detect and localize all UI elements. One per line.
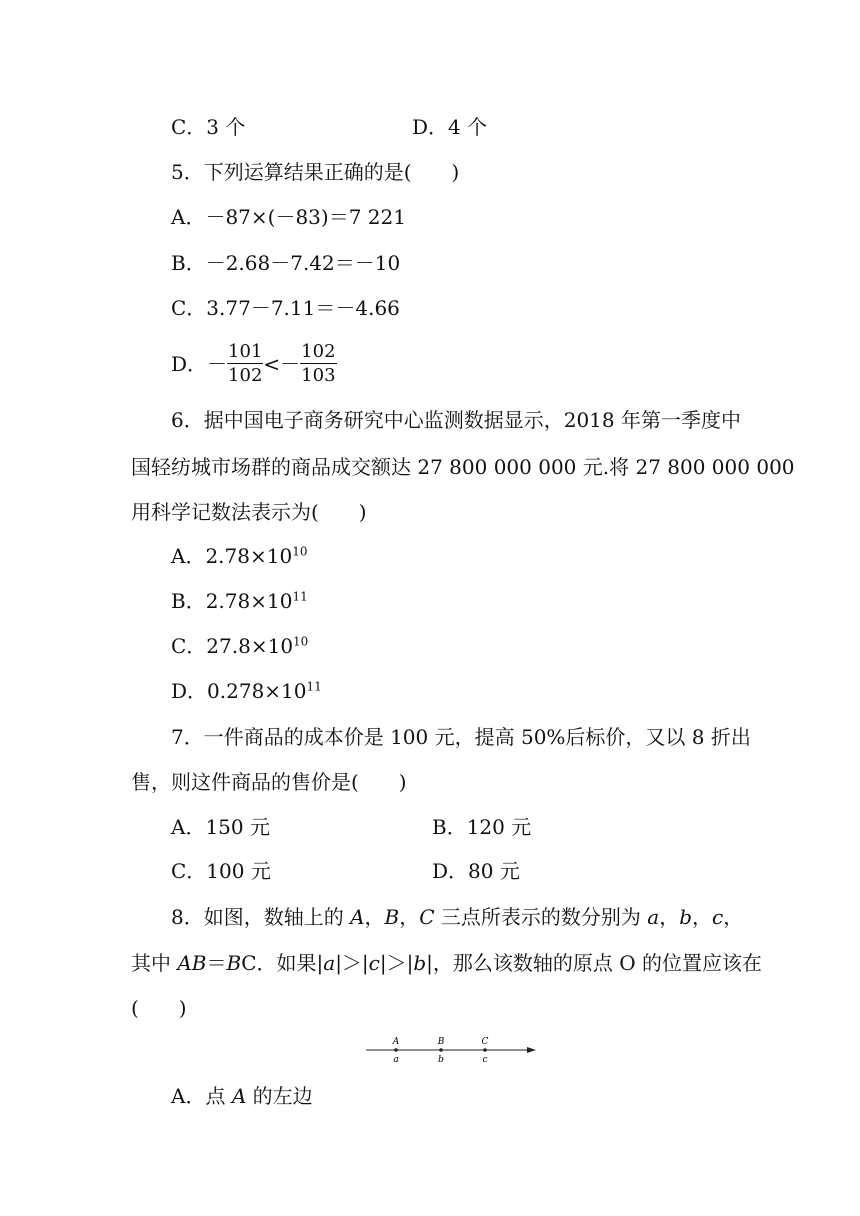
text: ， (659, 905, 680, 929)
point-a-label: A (350, 905, 365, 929)
text: 其中 (131, 951, 178, 975)
text: |＞| (379, 951, 414, 975)
q5-option-d-compare: <－ (263, 351, 301, 376)
point-label-a: A (392, 1037, 400, 1047)
variable-b: b (679, 905, 693, 929)
q4-option-d: D．4 个 (412, 115, 488, 139)
q5-stem: 5．下列运算结果正确的是( ) (171, 160, 460, 184)
variable-b: b (413, 951, 427, 975)
q6-option-b-base: B．2.78×10 (171, 589, 293, 613)
value-label-b: b (438, 1055, 444, 1065)
value-label-c: c (482, 1055, 488, 1065)
variable-a: a (323, 951, 336, 975)
fraction-denominator: 102 (228, 364, 263, 386)
exponent: 11 (292, 589, 308, 604)
point-a-dot (394, 1048, 398, 1052)
q5-option-d (171, 342, 337, 386)
q6-option-c (171, 636, 308, 656)
q7-option-a: A．150 元 (171, 815, 270, 839)
value-label-a: a (393, 1055, 399, 1065)
q5-option-c: C．3.77－7.11＝－4.66 (171, 296, 400, 320)
exponent: 10 (292, 544, 308, 559)
q8-stem-line-2 (131, 953, 762, 973)
fraction-denominator: 103 (301, 364, 336, 386)
text: |，那么该数轴的原点 O 的位置应该在 (426, 951, 763, 975)
text: ， (692, 905, 713, 929)
q6-option-d-base: D．0.278×10 (171, 679, 307, 703)
q5-option-a: A．－87×(－83)＝7 221 (171, 205, 406, 229)
q7-option-c: C．100 元 (171, 859, 271, 883)
text: ， (723, 905, 744, 929)
fraction-101-102 (227, 342, 263, 386)
fraction-numerator: 101 (228, 341, 263, 362)
point-label-c: C (481, 1037, 489, 1047)
point-b-label: B (384, 905, 400, 929)
q6-option-d (171, 681, 322, 701)
point-c-label: C (419, 905, 435, 929)
variable-c: c (712, 905, 724, 929)
q6-option-b (171, 591, 308, 611)
q5-option-b: B．－2.68－7.42＝－10 (171, 251, 401, 275)
q6-option-a-base: A．2.78×10 (171, 544, 293, 568)
point-c-dot (483, 1048, 487, 1052)
q5-option-d-prefix: D．－ (171, 351, 228, 376)
text: C．如果| (241, 951, 324, 975)
segment-ab: AB (177, 951, 207, 975)
point-label-b: B (437, 1037, 445, 1047)
fraction-numerator: 102 (301, 341, 336, 362)
q6-stem-line-3: 用科学记数法表示为( ) (131, 500, 367, 524)
q8-option-a (171, 1086, 313, 1106)
q7-stem-line-2: 售，则这件商品的售价是( ) (131, 770, 407, 794)
text: ， (364, 905, 385, 929)
text: 的左边 (246, 1084, 313, 1108)
q8-stem-line-1 (171, 907, 743, 927)
q7-option-b: B．120 元 (432, 815, 532, 839)
arrow-head-icon (527, 1047, 536, 1053)
variable-a: a (647, 905, 660, 929)
point-a-label: A (231, 1084, 247, 1108)
point-b-label: B (226, 951, 242, 975)
text: A．点 (171, 1084, 232, 1108)
number-line-figure (360, 1032, 540, 1066)
variable-c: c (368, 951, 380, 975)
text: ， (399, 905, 420, 929)
fraction-102-103 (300, 342, 336, 386)
q4-option-c: C．3 个 (171, 115, 246, 139)
point-b-dot (439, 1048, 443, 1052)
text: 三点所表示的数分别为 (434, 905, 648, 929)
q8-stem-line-3: ( ) (131, 996, 187, 1020)
q6-stem-line-1: 6．据中国电子商务研究中心监测数据显示，2018 年第一季度中 (171, 408, 741, 432)
q6-option-a (171, 546, 307, 566)
text: ＝ (206, 951, 227, 975)
q7-stem-line-1: 7．一件商品的成本价是 100 元，提高 50%后标价，又以 8 折出 (171, 725, 751, 749)
text: |＞| (335, 951, 369, 975)
q6-option-c-base: C．27.8×10 (171, 634, 294, 658)
text: 8．如图，数轴上的 (171, 905, 351, 929)
exponent: 10 (293, 634, 309, 649)
q7-option-d: D．80 元 (432, 859, 520, 883)
q6-stem-line-2: 国轻纺城市场群的商品成交额达 27 800 000 000 元.将 27 800 000 000 (131, 455, 795, 479)
exponent: 11 (306, 679, 322, 694)
